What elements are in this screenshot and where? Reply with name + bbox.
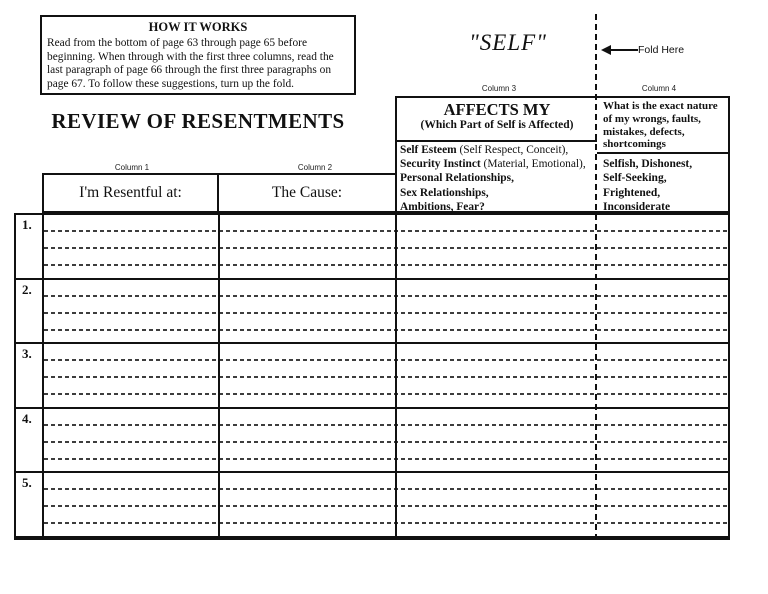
row-number: 4. [16, 409, 44, 472]
how-it-works-text: Read from the bottom of page 63 through page 65 before beginning. When through with the first three columns, read the last paragraph of page 66 through the first three paragraphs on page 67. To follow these suggestions, turn up the fold. [47, 37, 334, 91]
writing-line [44, 247, 728, 249]
affects-my-box [395, 96, 597, 213]
writing-line [44, 230, 728, 232]
affects-my-title: AFFECTS MY [443, 100, 551, 119]
col1-header-cell [42, 173, 219, 213]
table-row [16, 473, 728, 538]
row-writing-area [44, 215, 728, 278]
col1-col2-divider [218, 215, 220, 538]
table-row [16, 344, 728, 409]
how-it-works-title: HOW IT WORKS [148, 20, 248, 34]
affects-my-list [397, 142, 597, 214]
writing-line [44, 393, 728, 395]
resentment-table [14, 213, 730, 540]
column-4-label: Column 4 [641, 84, 677, 93]
page-title: REVIEW OF RESENTMENTS [51, 109, 345, 133]
writing-line [44, 359, 728, 361]
affects-item: Self Esteem (Self Respect, Conceit), [400, 144, 569, 156]
wrongs-header-line: What is the exact nature [603, 100, 718, 112]
writing-line [44, 458, 728, 460]
writing-line [44, 488, 728, 490]
col2-header-cell [217, 173, 397, 213]
affects-item: Ambitions, Fear? [400, 200, 485, 213]
row-writing-area [44, 409, 728, 472]
row-number: 3. [16, 344, 44, 407]
fold-here-label: Fold Here [638, 44, 685, 56]
writing-line [44, 522, 728, 524]
row-writing-area [44, 280, 728, 343]
writing-line [44, 441, 728, 443]
table-row [16, 215, 728, 280]
fold-here-indicator [601, 44, 684, 56]
column-2-label: Column 2 [297, 163, 333, 172]
column-1-label: Column 1 [114, 163, 150, 172]
writing-line [44, 264, 728, 266]
col1-header-label: I'm Resentful at: [79, 184, 182, 201]
left-arrow-icon [601, 45, 611, 55]
row-number: 5. [16, 473, 44, 536]
defect-item: Self-Seeking, [603, 172, 667, 185]
writing-line [44, 329, 728, 331]
affects-my-subtitle: (Which Part of Self is Affected) [420, 119, 574, 132]
writing-line [44, 505, 728, 507]
affects-item: Personal Relationships, [400, 172, 514, 185]
fold-line [595, 14, 597, 540]
character-defects-list [597, 154, 728, 215]
defect-item: Selfish, Dishonest, [603, 158, 693, 170]
how-it-works-box [40, 15, 356, 95]
affects-item: Sex Relationships, [400, 186, 489, 199]
col2-col3-divider [395, 215, 397, 538]
defect-item: Inconsiderate [603, 201, 671, 214]
wrongs-nature-header [597, 98, 728, 154]
table-row [16, 409, 728, 474]
wrongs-header-line: of my wrongs, faults, [603, 112, 701, 125]
wrongs-header-line: shortcomings [603, 138, 666, 151]
table-row [16, 280, 728, 345]
writing-line [44, 295, 728, 297]
wrongs-nature-box [597, 96, 730, 213]
row-writing-area [44, 473, 728, 536]
arrow-shaft [611, 49, 638, 51]
wrongs-header-line: mistakes, defects, [603, 125, 685, 138]
defect-item: Frightened, [603, 186, 661, 199]
col2-header-label: The Cause: [271, 184, 343, 201]
writing-line [44, 312, 728, 314]
row-number: 2. [16, 280, 44, 343]
affects-my-header [397, 101, 597, 142]
row-number: 1. [16, 215, 44, 278]
self-label: "SELF" [469, 30, 547, 55]
writing-line [44, 424, 728, 426]
affects-item: Security Instinct (Material, Emotional), [400, 158, 586, 171]
column-3-label: Column 3 [481, 84, 517, 93]
row-writing-area [44, 344, 728, 407]
writing-line [44, 376, 728, 378]
